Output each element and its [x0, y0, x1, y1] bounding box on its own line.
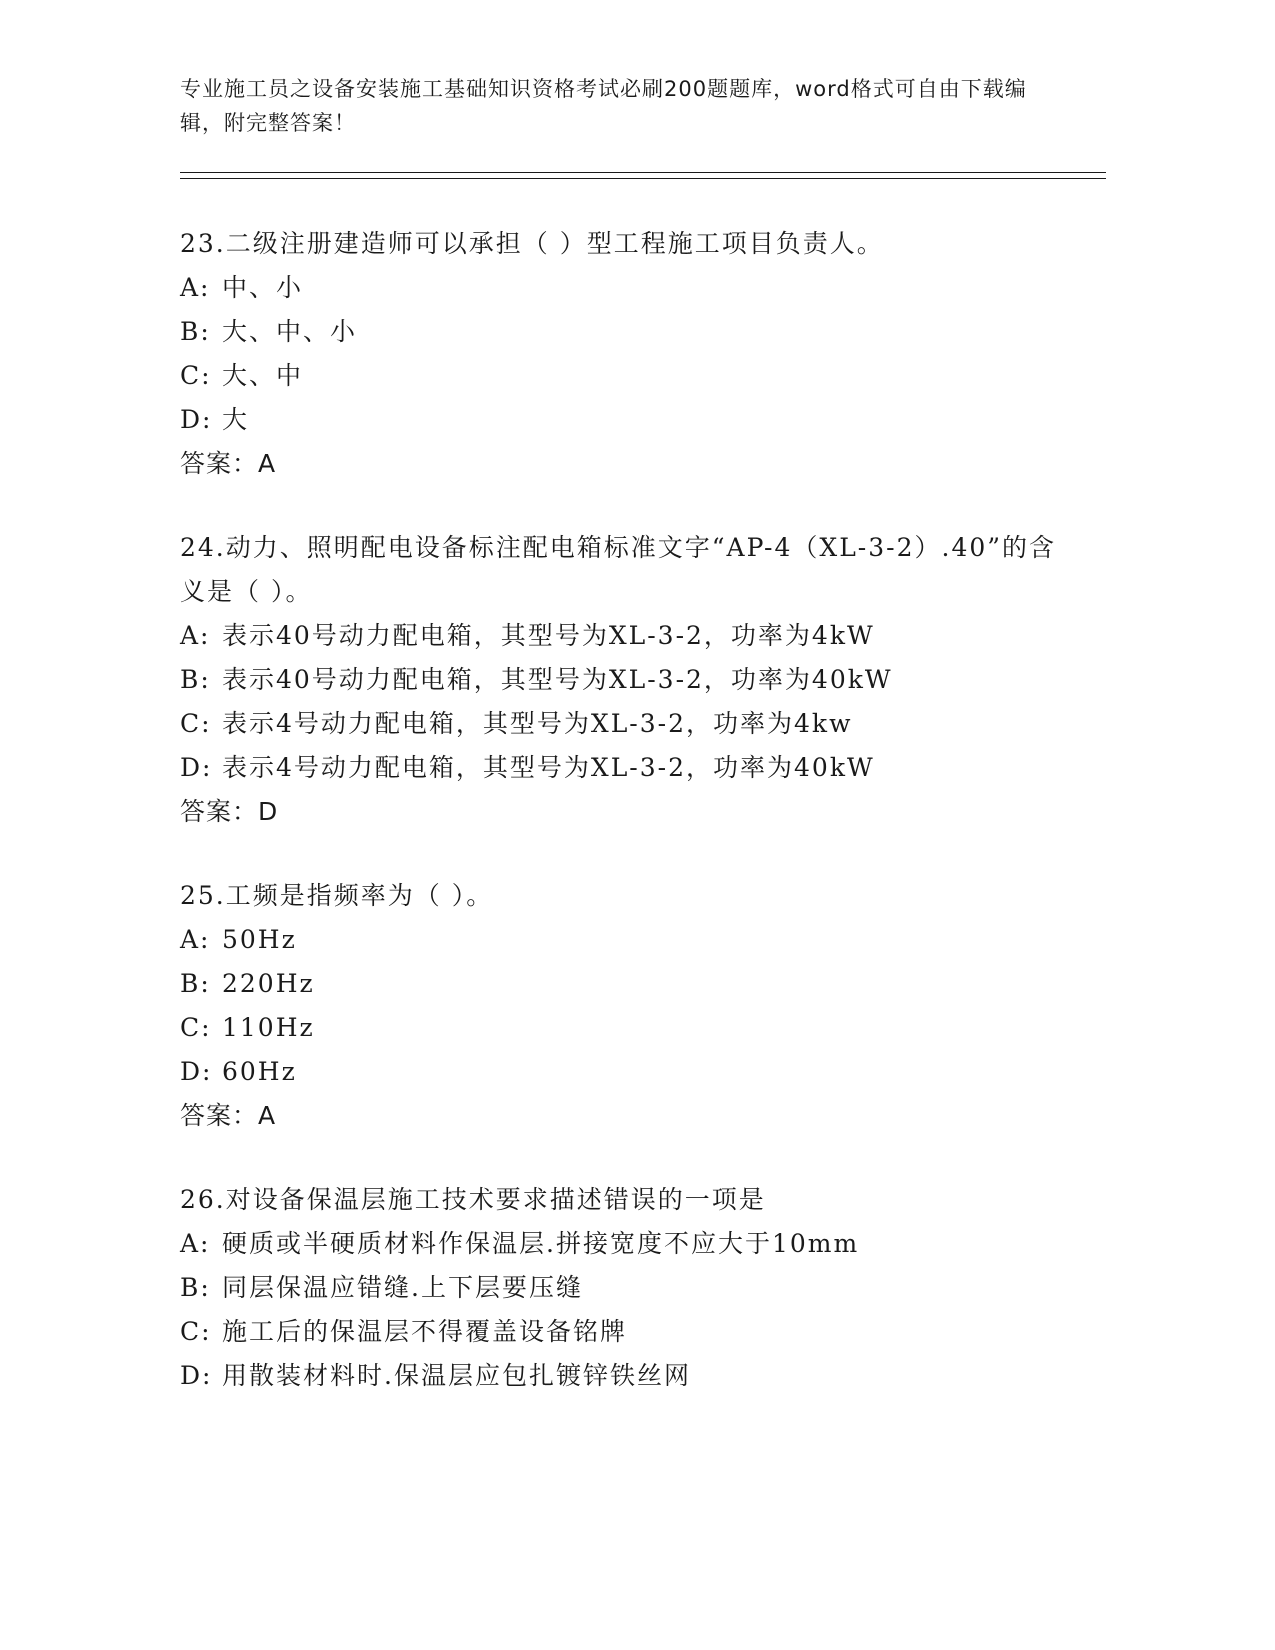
option-key: A: [180, 621, 211, 650]
option-key: A: [180, 925, 211, 954]
option-text: 中、小 [222, 273, 304, 302]
option-a [180, 1222, 1080, 1266]
option-b [180, 658, 1080, 702]
option-key: B: [180, 969, 211, 998]
option-a [180, 614, 1080, 658]
option-key: B: [180, 317, 211, 346]
option-key: B: [180, 1273, 211, 1302]
option-c [180, 1006, 1080, 1050]
option-text: 用散装材料时.保温层应包扎镀锌铁丝网 [222, 1361, 691, 1390]
option-text: 表示40号动力配电箱，其型号为XL-3-2，功率为4kW [222, 621, 875, 650]
option-key: C: [180, 361, 212, 390]
document-intro: 专业施工员之设备安装施工基础知识资格考试必刷200题题库，word格式可自由下载编辑，附完整答案！ [180, 77, 1027, 135]
option-text: 220Hz [222, 969, 315, 998]
option-b [180, 962, 1080, 1006]
answer-line: 答案：D [180, 797, 279, 826]
option-c [180, 354, 1080, 398]
option-text: 110Hz [222, 1013, 315, 1042]
option-a [180, 266, 1080, 310]
question-26 [180, 1178, 1080, 1398]
option-d [180, 1050, 1080, 1094]
option-key: C: [180, 1013, 212, 1042]
question-24 [180, 526, 1080, 834]
option-text: 大、中 [222, 361, 304, 390]
header-divider-top [180, 172, 1106, 173]
question-title: 24.动力、照明配电设备标注配电箱标准文字“AP-4（XL-3-2）.40”的含义是（ ）。 [180, 533, 1057, 606]
option-text: 硬质或半硬质材料作保温层.拼接宽度不应大于10mm [222, 1229, 860, 1258]
option-key: C: [180, 709, 212, 738]
option-text: 施工后的保温层不得覆盖设备铭牌 [222, 1317, 628, 1346]
option-d [180, 1354, 1080, 1398]
option-text: 表示4号动力配电箱，其型号为XL-3-2，功率为40kW [222, 753, 875, 782]
option-d [180, 746, 1080, 790]
option-key: A: [180, 1229, 211, 1258]
option-text: 表示4号动力配电箱，其型号为XL-3-2，功率为4kw [222, 709, 853, 738]
option-a [180, 918, 1080, 962]
question-title: 23.二级注册建造师可以承担（ ）型工程施工项目负责人。 [180, 229, 884, 258]
option-c [180, 1310, 1080, 1354]
question-title: 26.对设备保温层施工技术要求描述错误的一项是 [180, 1185, 766, 1214]
option-key: D: [180, 1361, 213, 1390]
question-title: 25.工频是指频率为（ ）。 [180, 881, 494, 910]
answer-line: 答案：A [180, 1101, 277, 1130]
option-text: 大 [222, 405, 250, 434]
answer-line: 答案：A [180, 449, 277, 478]
option-key: D: [180, 1057, 213, 1086]
option-c [180, 702, 1080, 746]
option-b [180, 1266, 1080, 1310]
option-key: C: [180, 1317, 212, 1346]
option-key: D: [180, 405, 213, 434]
option-text: 50Hz [222, 925, 297, 954]
option-key: B: [180, 665, 211, 694]
option-d [180, 398, 1080, 442]
option-text: 同层保温应错缝.上下层要压缝 [222, 1273, 583, 1302]
header-divider-bottom [180, 178, 1106, 179]
option-text: 大、中、小 [222, 317, 358, 346]
option-text: 60Hz [222, 1057, 297, 1086]
option-b [180, 310, 1080, 354]
option-text: 表示40号动力配电箱，其型号为XL-3-2，功率为40kW [222, 665, 893, 694]
option-key: D: [180, 753, 213, 782]
question-23 [180, 222, 1080, 486]
option-key: A: [180, 273, 211, 302]
question-list [180, 222, 1080, 1438]
question-25 [180, 874, 1080, 1138]
